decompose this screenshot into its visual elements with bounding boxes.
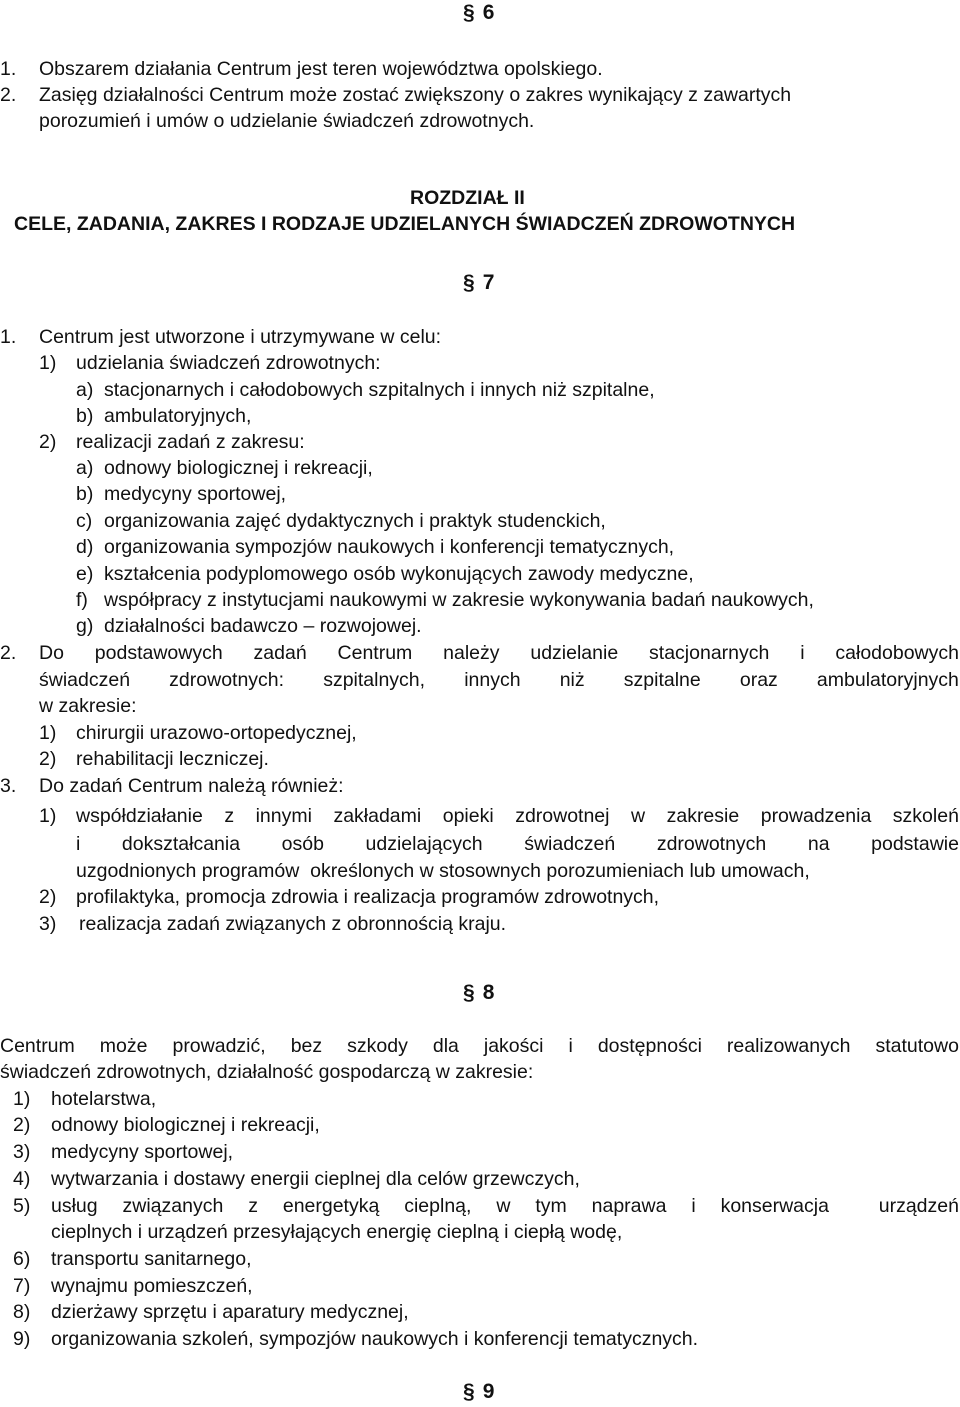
p8-item-8-text: dzierżawy sprzętu i aparatury medycznej, bbox=[51, 1301, 409, 1323]
word: niż bbox=[559, 669, 585, 691]
word: stacjonarnych bbox=[649, 642, 770, 664]
section-sign: § bbox=[463, 981, 475, 1004]
p7-sub-2b-num: b) bbox=[76, 483, 94, 505]
p7-item-3-sub-1-line-1 bbox=[76, 803, 959, 829]
paragraph-7-heading bbox=[463, 270, 494, 296]
word: opieki bbox=[442, 805, 494, 827]
word: z bbox=[224, 805, 235, 827]
p7-item-1-text: Centrum jest utworzone i utrzymywane w celu: bbox=[39, 326, 442, 348]
p8-item-4-text: wytwarzania i dostawy energii cieplnej dla celów grzewczych, bbox=[51, 1168, 580, 1190]
section-sign: § bbox=[463, 1380, 475, 1403]
p7-item-2-sub-1-text: chirurgii urazowo-ortopedycznej, bbox=[76, 722, 357, 744]
word: szkody bbox=[347, 1035, 408, 1057]
paragraph-8-heading bbox=[463, 980, 494, 1006]
word: należy bbox=[443, 642, 500, 664]
chapter-title: ROZDZIAŁ II bbox=[410, 187, 525, 209]
p8-item-7-num: 7) bbox=[13, 1275, 31, 1297]
word: urządzeń bbox=[878, 1195, 959, 1217]
p8-item-9-text: organizowania szkoleń, sympozjów naukowych i konferencji tematycznych. bbox=[51, 1328, 699, 1350]
word: w bbox=[631, 805, 646, 827]
p7-sub-1a-num: a) bbox=[76, 379, 94, 401]
p7-item-2-line-3: w zakresie: bbox=[39, 695, 137, 717]
p7-item-3-sub-1-line-2 bbox=[76, 831, 959, 857]
p8-item-4-num: 4) bbox=[13, 1168, 31, 1190]
p7-sub-2f-text: współpracy z instytucjami naukowymi w zakresie wykonywania badań naukowych, bbox=[104, 589, 814, 611]
word: zadań bbox=[253, 642, 307, 664]
p7-item-3-sub-3-num: 3) bbox=[39, 913, 57, 935]
word: udzielanie bbox=[530, 642, 619, 664]
paragraph-number: 8 bbox=[482, 981, 495, 1004]
p7-sub-2b-text: medycyny sportowej, bbox=[104, 483, 287, 505]
paragraph-number: 6 bbox=[482, 1, 495, 24]
p8-item-9-num: 9) bbox=[13, 1328, 31, 1350]
p7-sub-2-text: realizacji zadań z zakresu: bbox=[76, 431, 305, 453]
p7-item-2-num: 2. bbox=[0, 642, 17, 664]
p8-item-6-num: 6) bbox=[13, 1248, 31, 1270]
word: energetyką bbox=[282, 1195, 380, 1217]
p8-item-8-num: 8) bbox=[13, 1301, 31, 1323]
p7-sub-2c-num: c) bbox=[76, 510, 93, 532]
p7-item-2-sub-2-text: rehabilitacji leczniczej. bbox=[76, 748, 269, 770]
p8-item-2-text: odnowy biologicznej i rekreacji, bbox=[51, 1114, 320, 1136]
p8-item-5-num: 5) bbox=[13, 1195, 31, 1217]
paragraph-9-heading bbox=[463, 1379, 494, 1405]
p7-item-3-sub-2-text: profilaktyka, promocja zdrowia i realizacja programów zdrowotnych, bbox=[76, 886, 660, 908]
p7-sub-1-num: 1) bbox=[39, 352, 57, 374]
p8-item-5-line-1 bbox=[51, 1193, 959, 1219]
word: statutowo bbox=[875, 1035, 959, 1057]
word: współdziałanie bbox=[76, 805, 203, 827]
word: szpitalnych, bbox=[323, 669, 426, 691]
word: dostępności bbox=[597, 1035, 702, 1057]
word: świadczeń bbox=[39, 669, 131, 691]
word: i bbox=[76, 833, 81, 855]
word: usług bbox=[51, 1195, 98, 1217]
p7-item-2-sub-2-num: 2) bbox=[39, 748, 57, 770]
paragraph-number: 9 bbox=[482, 1380, 495, 1403]
p7-sub-2g-text: działalności badawczo – rozwojowej. bbox=[104, 615, 422, 637]
word: osób bbox=[281, 833, 324, 855]
word: innych bbox=[464, 669, 521, 691]
section-sign: § bbox=[463, 271, 475, 294]
word: może bbox=[99, 1035, 148, 1057]
p7-sub-1b-num: b) bbox=[76, 405, 94, 427]
p6-item-1-text: Obszarem działania Centrum jest teren województwa opolskiego. bbox=[39, 58, 603, 80]
word: oraz bbox=[739, 669, 778, 691]
p6-item-2-text: Zasięg działalności Centrum może zostać zwiększony o zakres wynikający z zawartych bbox=[39, 84, 792, 106]
p8-item-6-text: transportu sanitarnego, bbox=[51, 1248, 252, 1270]
p8-intro-line-1 bbox=[0, 1033, 959, 1059]
p8-item-3-num: 3) bbox=[13, 1141, 31, 1163]
word: podstawowych bbox=[94, 642, 223, 664]
word: zdrowotnych: bbox=[169, 669, 285, 691]
p7-item-3-sub-3-text: realizacja zadań związanych z obronnością kraju. bbox=[79, 913, 507, 935]
p7-sub-2a-num: a) bbox=[76, 457, 94, 479]
word: bez bbox=[290, 1035, 323, 1057]
p7-item-3-text: Do zadań Centrum należą również: bbox=[39, 775, 344, 797]
word: w bbox=[496, 1195, 511, 1217]
paragraph-6-heading bbox=[463, 0, 494, 26]
word: związanych bbox=[122, 1195, 224, 1217]
word: i bbox=[800, 642, 805, 664]
p8-item-1-num: 1) bbox=[13, 1088, 31, 1110]
p7-sub-2c-text: organizowania zajęć dydaktycznych i praktyk studenckich, bbox=[104, 510, 606, 532]
section-sign: § bbox=[463, 1, 475, 24]
word: Do bbox=[39, 642, 64, 664]
word: Centrum bbox=[337, 642, 413, 664]
p6-item-1-num: 1. bbox=[0, 58, 17, 80]
p7-item-2-line-2 bbox=[39, 667, 959, 693]
p6-item-2-num: 2. bbox=[0, 84, 17, 106]
p7-sub-1b-text: ambulatoryjnych, bbox=[104, 405, 252, 427]
p7-sub-2d-num: d) bbox=[76, 536, 94, 558]
word: prowadzić, bbox=[172, 1035, 266, 1057]
word: całodobowych bbox=[835, 642, 959, 664]
p6-item-2-continuation: porozumień i umów o udzielanie świadczeń zdrowotnych. bbox=[39, 110, 535, 132]
word: realizowanych bbox=[726, 1035, 851, 1057]
p7-sub-2g-num: g) bbox=[76, 615, 94, 637]
paragraph-number: 7 bbox=[482, 271, 495, 294]
p7-item-2-line-1 bbox=[39, 640, 959, 666]
p8-item-1-text: hotelarstwa, bbox=[51, 1088, 157, 1110]
p8-item-2-num: 2) bbox=[13, 1114, 31, 1136]
word: cieplną, bbox=[404, 1195, 472, 1217]
word: jakości bbox=[483, 1035, 544, 1057]
p7-item-3-sub-1-line-3: uzgodnionych programów określonych w stosownych porozumieniach lub umowach, bbox=[76, 860, 810, 882]
p7-sub-2-num: 2) bbox=[39, 431, 57, 453]
word: Centrum bbox=[0, 1035, 75, 1057]
word: prowadzenia bbox=[760, 805, 872, 827]
word: tym bbox=[535, 1195, 567, 1217]
word: naprawa bbox=[591, 1195, 667, 1217]
word: zakładami bbox=[333, 805, 422, 827]
word: podstawie bbox=[871, 833, 959, 855]
word: zdrowotnych bbox=[656, 833, 767, 855]
p7-sub-2d-text: organizowania sympozjów naukowych i konferencji tematycznych, bbox=[104, 536, 675, 558]
p7-item-3-num: 3. bbox=[0, 775, 17, 797]
p8-item-5-line-2: cieplnych i urządzeń przesyłających energię cieplną i ciepłą wodę, bbox=[51, 1221, 623, 1243]
p7-item-3-sub-2-num: 2) bbox=[39, 886, 57, 908]
p8-item-3-text: medycyny sportowej, bbox=[51, 1141, 234, 1163]
word: konserwacja bbox=[720, 1195, 829, 1217]
word: na bbox=[807, 833, 830, 855]
word: ambulatoryjnych bbox=[816, 669, 959, 691]
word: udzielających bbox=[365, 833, 483, 855]
word: i bbox=[568, 1035, 573, 1057]
word: z bbox=[248, 1195, 258, 1217]
p8-intro-line-2: świadczeń zdrowotnych, działalność gospodarczą w zakresie: bbox=[0, 1061, 534, 1083]
p7-sub-2a-text: odnowy biologicznej i rekreacji, bbox=[104, 457, 373, 479]
word: innymi bbox=[255, 805, 312, 827]
word: dokształcania bbox=[121, 833, 241, 855]
word: zdrowotnej bbox=[515, 805, 610, 827]
chapter-subtitle: CELE, ZADANIA, ZAKRES I RODZAJE UDZIELANYCH ŚWIADCZEŃ ZDROWOTNYCH bbox=[14, 213, 796, 235]
p8-item-7-text: wynajmu pomieszczeń, bbox=[51, 1275, 253, 1297]
p7-item-2-sub-1-num: 1) bbox=[39, 722, 57, 744]
word: dla bbox=[432, 1035, 459, 1057]
p7-sub-1a-text: stacjonarnych i całodobowych szpitalnych i innych niż szpitalne, bbox=[104, 379, 655, 401]
word: i bbox=[691, 1195, 696, 1217]
p7-item-3-sub-1-num: 1) bbox=[39, 805, 57, 827]
p7-item-1-num: 1. bbox=[0, 326, 17, 348]
p7-sub-2e-text: kształcenia podyplomowego osób wykonujących zawody medyczne, bbox=[104, 563, 694, 585]
word: szpitalne bbox=[623, 669, 701, 691]
p7-sub-1-text: udzielania świadczeń zdrowotnych: bbox=[76, 352, 381, 374]
word: zakresie bbox=[666, 805, 740, 827]
p7-sub-2e-num: e) bbox=[76, 563, 94, 585]
word: świadczeń bbox=[524, 833, 616, 855]
word: szkoleń bbox=[892, 805, 959, 827]
p7-sub-2f-num: f) bbox=[76, 589, 88, 611]
